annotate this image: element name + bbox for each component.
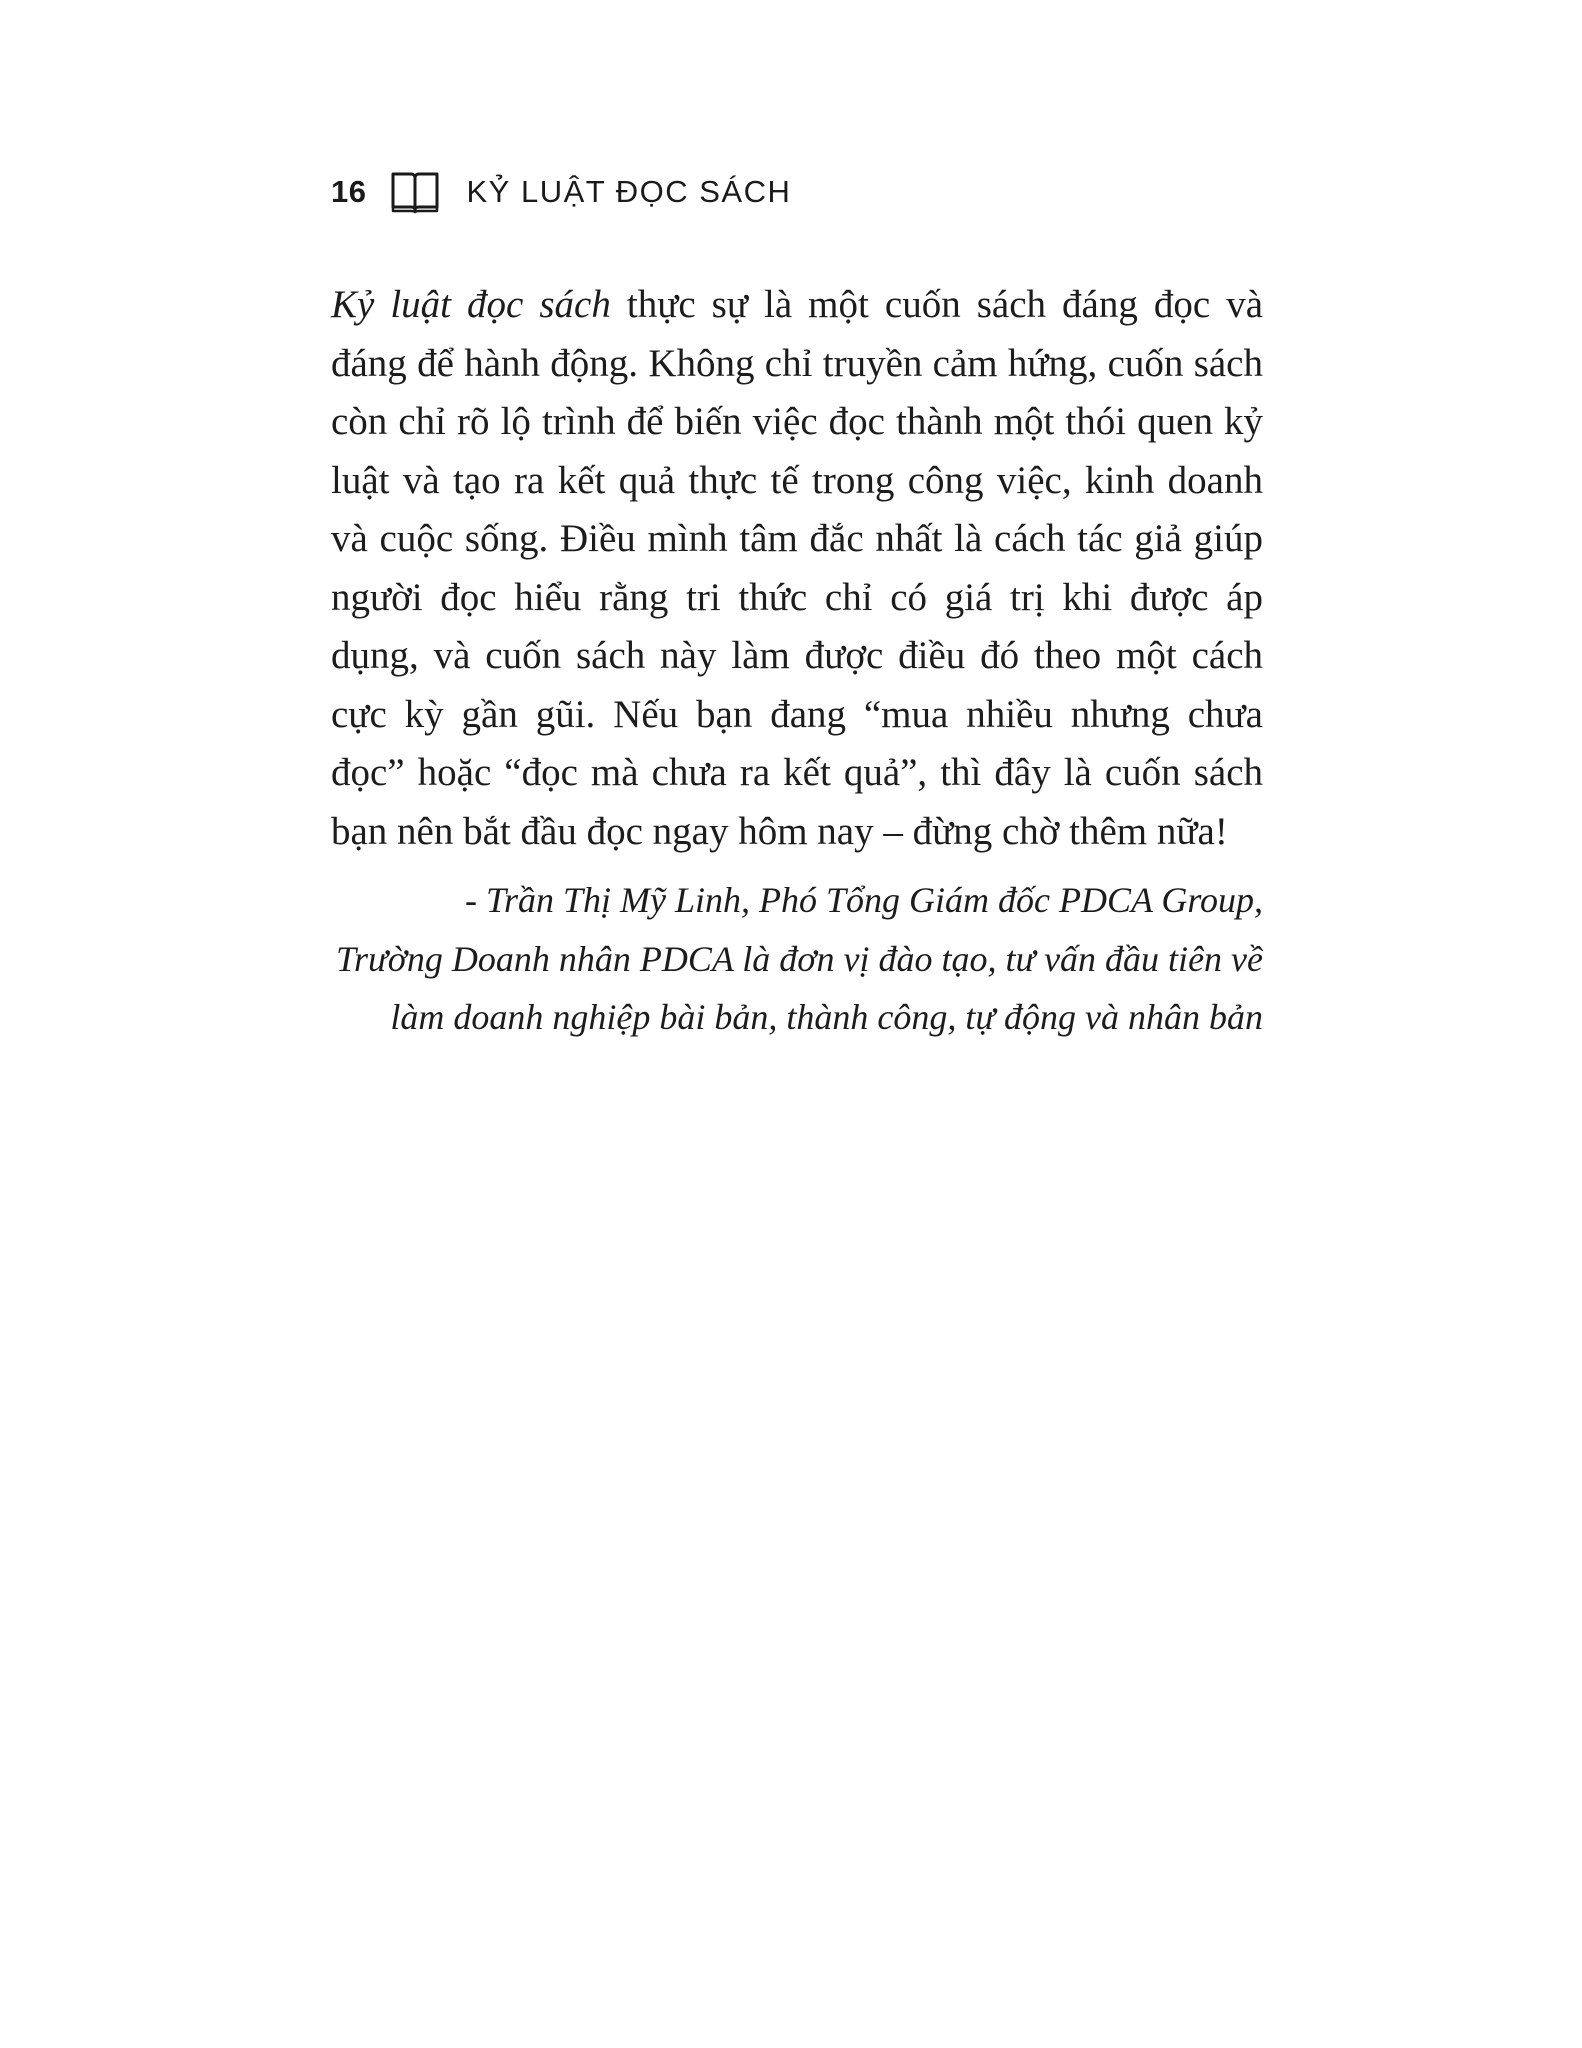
- attribution-line: Trường Doanh nhân PDCA là đơn vị đào tạo, tư vấn đầu tiên về: [336, 938, 1263, 979]
- page-number: 16: [331, 174, 367, 209]
- body-paragraph: [331, 276, 1263, 861]
- paragraph-text: thực sự là một cuốn sách đáng đọc và đáng để hành động. Không chỉ truyền cảm hứng, cuốn sách còn chỉ rõ lộ trình để biến việc đọc thành một thói quen kỷ luật và tạo ra kết quả thực tế trong công việc, kinh doanh và cuộc sống. Điều mình tâm đắc nhất là cách tác giả giúp người đọc hiểu rằng tri thức chỉ có giá trị khi được áp dụng, và cuốn sách này làm được điều đó theo một cách cực kỳ gần gũi. Nếu bạn đang “mua nhiều nhưng chưa đọc” hoặc “đọc mà chưa ra kết quả”, thì đây là cuốn sách bạn nên bắt đầu đọc ngay hôm nay – đừng chờ thêm nữa!: [331, 283, 1263, 853]
- running-title: KỶ LUẬT ĐỌC SÁCH: [466, 174, 792, 209]
- page-content: [331, 276, 1263, 1047]
- attribution: [331, 871, 1263, 1047]
- open-book-icon: [390, 170, 440, 214]
- attribution-line: - Trần Thị Mỹ Linh, Phó Tổng Giám đốc PDCA Group,: [464, 880, 1263, 920]
- running-header: [331, 166, 791, 218]
- book-title: Kỷ luật đọc sách: [331, 283, 611, 326]
- attribution-line: làm doanh nghiệp bài bản, thành công, tự động và nhân bản: [390, 997, 1263, 1037]
